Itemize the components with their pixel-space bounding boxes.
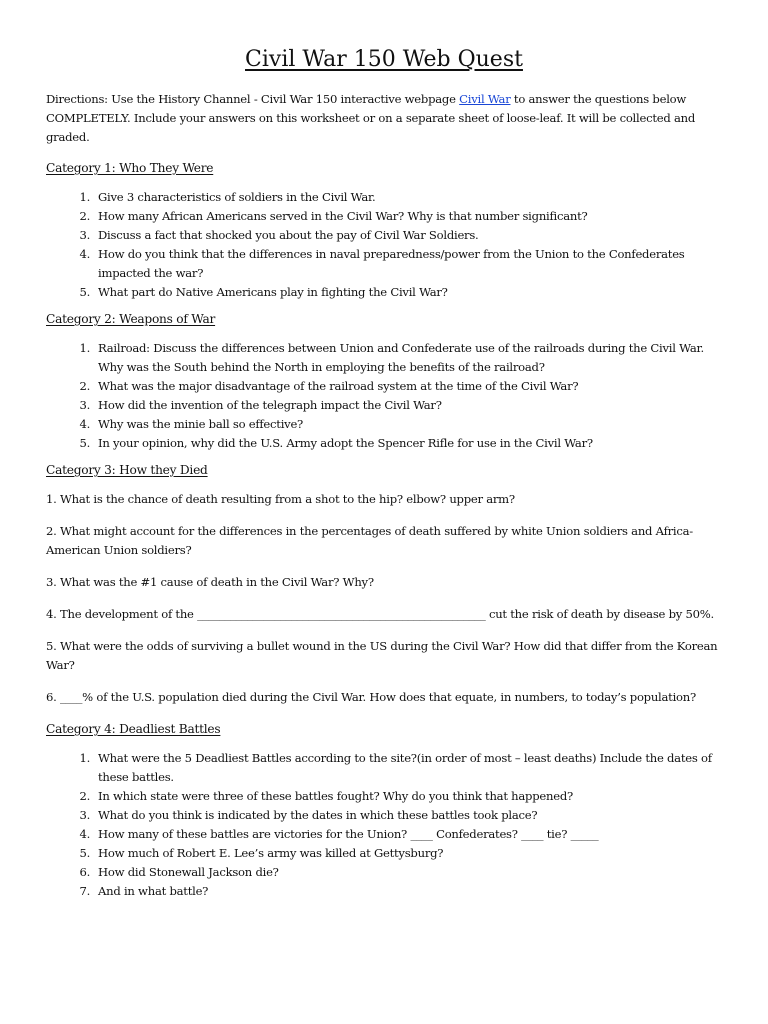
item-text: And in what battle? xyxy=(98,884,209,898)
directions-text-before: Directions: Use the History Channel - Civil War 150 interactive webpage xyxy=(46,92,460,106)
category-2-section xyxy=(46,310,722,453)
page-title: Civil War 150 Web Quest xyxy=(245,47,523,72)
list-item xyxy=(46,825,722,844)
directions xyxy=(46,90,722,147)
item-number: 2. xyxy=(79,379,90,393)
item-text: Railroad: Discuss the differences between Union and Confederate use of the railroads during the Civil War. Why was the South behind the North in employing the benefits of the railroad? xyxy=(98,341,704,374)
item-text: In which state were three of these battles fought? Why do you think that happened? xyxy=(98,789,573,803)
item-text: Why was the minie ball so effective? xyxy=(98,417,304,431)
list-item xyxy=(46,882,722,901)
item-text: What was the major disadvantage of the railroad system at the time of the Civil War? xyxy=(98,379,579,393)
category-3-heading: Category 3: How they Died xyxy=(46,463,208,477)
item-number: 3. xyxy=(79,228,90,242)
category-3-section xyxy=(46,461,722,707)
civil-war-link[interactable]: Civil War xyxy=(459,92,511,106)
category-2-list xyxy=(46,339,722,453)
category-1-list xyxy=(46,188,722,302)
item-number: 4. xyxy=(79,827,90,841)
item-number: 1. xyxy=(79,190,90,204)
item-number: 3. xyxy=(79,808,90,822)
item-text: How did Stonewall Jackson die? xyxy=(98,865,279,879)
list-item xyxy=(46,787,722,806)
list-item xyxy=(46,415,722,434)
list-item xyxy=(46,863,722,882)
list-item xyxy=(46,806,722,825)
category-1-section xyxy=(46,159,722,302)
item-number: 5. xyxy=(79,436,90,450)
item-number: 3. xyxy=(79,398,90,412)
list-item xyxy=(46,844,722,863)
item-number: 1. xyxy=(79,341,90,355)
item-text: How do you think that the differences in naval preparedness/power from the Union to the Confederates impacted the war? xyxy=(98,247,685,280)
question-paragraph: 2. What might account for the differences in the percentages of death suffered by white Union soldiers and Africa-American Union soldiers? xyxy=(46,524,693,557)
item-text: What do you think is indicated by the dates in which these battles took place? xyxy=(98,808,538,822)
list-item xyxy=(46,226,722,245)
list-item xyxy=(46,245,722,283)
item-number: 5. xyxy=(79,846,90,860)
item-text: What were the 5 Deadliest Battles according to the site?(in order of most – least deaths) Include the dates of these battles. xyxy=(98,751,712,784)
item-text: How many of these battles are victories for the Union? ____ Confederates? ____ tie? _____ xyxy=(98,827,599,841)
item-number: 2. xyxy=(79,789,90,803)
question-paragraph: 1. What is the chance of death resulting from a shot to the hip? elbow? upper arm? xyxy=(46,492,515,506)
item-number: 1. xyxy=(79,751,90,765)
item-number: 4. xyxy=(79,417,90,431)
item-text: In your opinion, why did the U.S. Army adopt the Spencer Rifle for use in the Civil War? xyxy=(98,436,593,450)
question-paragraph: 4. The development of the ____________________________________________________ cut the risk of death by disease by 50%. xyxy=(46,607,714,621)
list-item xyxy=(46,434,722,453)
item-text: How did the invention of the telegraph impact the Civil War? xyxy=(98,398,442,412)
question-paragraph: 5. What were the odds of surviving a bullet wound in the US during the Civil War? How did that differ from the Korean War? xyxy=(46,639,718,672)
category-2-heading: Category 2: Weapons of War xyxy=(46,312,216,326)
item-text: How much of Robert E. Lee’s army was killed at Gettysburg? xyxy=(98,846,444,860)
item-number: 4. xyxy=(79,247,90,261)
category-1-heading: Category 1: Who They Were xyxy=(46,161,214,175)
list-item xyxy=(46,396,722,415)
directions-text-after: to answer the questions below COMPLETELY. Include your answers on this worksheet or on a separate sheet of loose-leaf. It will be collected and graded. xyxy=(46,92,695,144)
list-item xyxy=(46,749,722,787)
question-paragraph: 3. What was the #1 cause of death in the Civil War? Why? xyxy=(46,575,374,589)
item-number: 5. xyxy=(79,285,90,299)
item-number: 6. xyxy=(79,865,90,879)
item-text: Discuss a fact that shocked you about the pay of Civil War Soldiers. xyxy=(98,228,479,242)
item-number: 7. xyxy=(79,884,90,898)
list-item xyxy=(46,339,722,377)
item-text: How many African Americans served in the Civil War? Why is that number significant? xyxy=(98,209,588,223)
item-text: Give 3 characteristics of soldiers in the Civil War. xyxy=(98,190,376,204)
category-4-section xyxy=(46,720,722,901)
list-item xyxy=(46,283,722,302)
list-item xyxy=(46,207,722,226)
item-number: 2. xyxy=(79,209,90,223)
item-text: What part do Native Americans play in fighting the Civil War? xyxy=(98,285,448,299)
list-item xyxy=(46,188,722,207)
category-4-heading: Category 4: Deadliest Battles xyxy=(46,722,221,736)
question-paragraph: 6. ____% of the U.S. population died during the Civil War. How does that equate, in numbers, to today’s population? xyxy=(46,690,696,704)
list-item xyxy=(46,377,722,396)
category-4-list xyxy=(46,749,722,901)
